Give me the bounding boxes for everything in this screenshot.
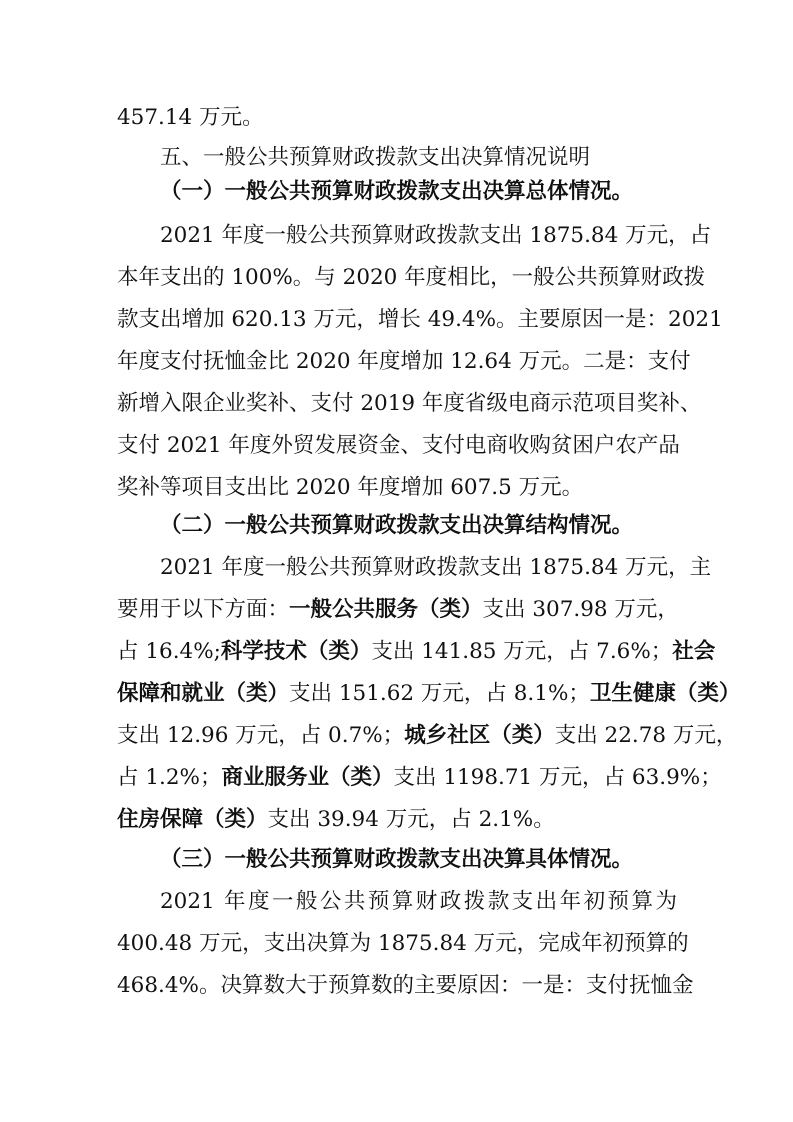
- text-run: 支出 307.98 万元，: [482, 597, 679, 622]
- text-run: 要用于以下方面：: [117, 597, 290, 622]
- paragraph-2-line-5: [117, 716, 738, 756]
- paragraph-2-line-3: [117, 632, 716, 672]
- section-title: 五、一般公共预算财政拨款支出决算情况说明: [160, 145, 591, 170]
- paragraph-1-line-7: 奖补等项目支出比 2020 年度增加 607.5 万元。: [117, 475, 584, 500]
- category-general-public-services: 一般公共服务（类）: [289, 597, 483, 622]
- category-social-security-prefix: 社会: [672, 639, 716, 664]
- subsection-title-3: （三）一般公共预算财政拨款支出决算具体情况。: [160, 847, 634, 872]
- category-health: 卫生健康（类）: [589, 681, 741, 706]
- paragraph-3-line-2: 400.48 万元，支出决算为 1875.84 万元，完成年初预算的: [117, 931, 689, 956]
- subsection-title-2: （二）一般公共预算财政拨款支出决算结构情况。: [160, 513, 634, 538]
- text-run: 占 1.2%；: [117, 765, 222, 790]
- text-line-carryover: 457.14 万元。: [117, 105, 264, 130]
- paragraph-2-line-4: [117, 674, 741, 714]
- paragraph-2-line-6: [117, 758, 722, 798]
- category-housing-security: 住房保障（类）: [117, 807, 268, 832]
- text-run: 支出 39.94 万元，占 2.1%。: [267, 807, 555, 832]
- paragraph-1-line-5: 新增入限企业奖补、支付 2019 年度省级电商示范项目奖补、: [117, 391, 702, 416]
- category-commercial-services: 商业服务业（类）: [221, 765, 394, 790]
- text-run: 支出 151.62 万元，占 8.1%；: [289, 681, 590, 706]
- paragraph-1-line-1: 2021 年度一般公共预算财政拨款支出 1875.84 万元，占: [160, 223, 712, 248]
- paragraph-2-line-7: [117, 800, 677, 840]
- text-run: 占 16.4%;: [117, 639, 221, 664]
- paragraph-3-line-3: 468.4%。决算数大于预算数的主要原因：一是：支付抚恤金: [117, 973, 694, 998]
- text-run: 支出 12.96 万元，占 0.7%；: [117, 723, 405, 748]
- paragraph-2-line-2: [117, 590, 677, 630]
- category-urban-rural-community: 城乡社区（类）: [404, 723, 555, 748]
- category-social-security: 保障和就业（类）: [117, 681, 290, 706]
- paragraph-3-line-1: 2021 年度一般公共预算财政拨款支出年初预算为: [160, 889, 677, 914]
- paragraph-1-line-3: 款支出增加 620.13 万元，增长 49.4%。主要原因一是：2021: [117, 307, 723, 332]
- text-run: 支出 22.78 万元，: [554, 723, 738, 748]
- paragraph-1-line-6: 支付 2021 年度外贸发展资金、支付电商收购贫困户农产品: [117, 433, 680, 458]
- subsection-title-1: （一）一般公共预算财政拨款支出决算总体情况。: [160, 179, 634, 204]
- category-science-technology: 科学技术（类）: [220, 639, 372, 664]
- text-run: 支出 1198.71 万元，占 63.9%；: [393, 765, 722, 790]
- paragraph-2-line-1: 2021 年度一般公共预算财政拨款支出 1875.84 万元，主: [160, 555, 712, 580]
- paragraph-1-line-4: 年度支付抚恤金比 2020 年度增加 12.64 万元。二是：支付: [117, 349, 691, 374]
- text-run: 支出 141.85 万元，占 7.6%；: [371, 639, 673, 664]
- paragraph-1-line-2: 本年支出的 100%。与 2020 年度相比，一般公共预算财政拨: [117, 265, 706, 290]
